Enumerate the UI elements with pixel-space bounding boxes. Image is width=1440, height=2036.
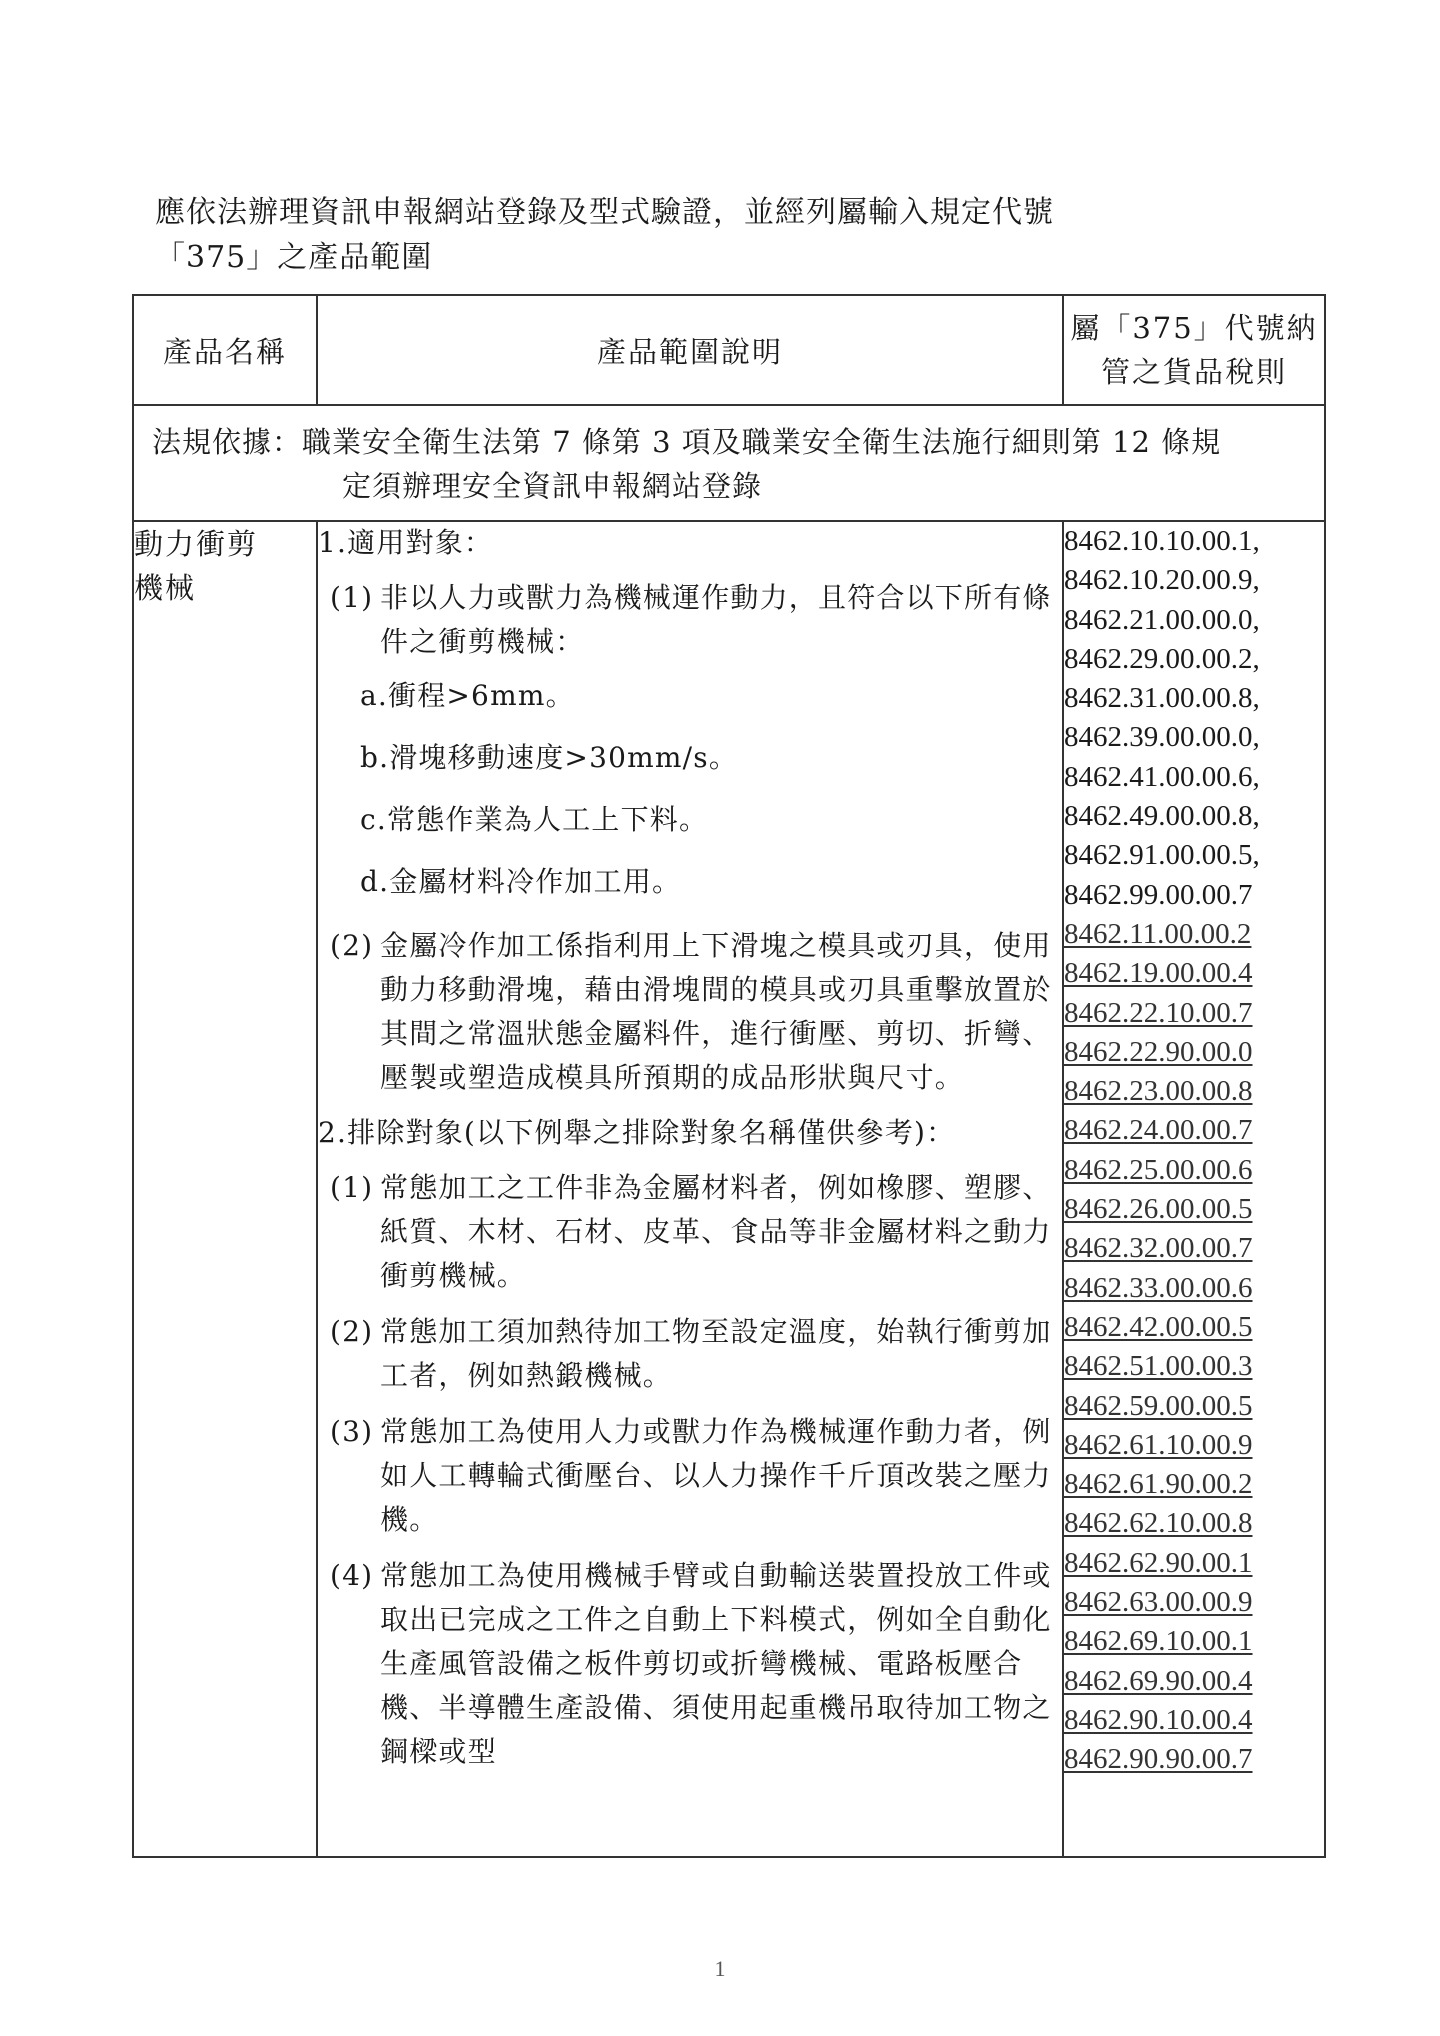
item-number: (2) — [330, 1315, 374, 1348]
product-name-cell — [133, 521, 317, 1857]
title-line-2: 「375」之產品範圍 — [155, 240, 433, 275]
tariff-code-plain: 8462.29.00.00.2, — [1064, 642, 1260, 675]
tariff-code-plain: 8462.49.00.00.8, — [1064, 800, 1260, 833]
product-scope-table — [132, 294, 1326, 1858]
item-number: (1) — [330, 1171, 374, 1204]
tariff-code-underlined: 8462.51.00.00.3 — [1064, 1350, 1253, 1383]
tariff-code-plain: 8462.31.00.00.8, — [1064, 682, 1260, 715]
tariff-code-underlined: 8462.62.90.00.1 — [1064, 1546, 1253, 1579]
scope-description-cell — [317, 521, 1063, 1857]
law-basis-line-2: 定須辦理安全資訊申報網站登錄 — [342, 469, 763, 503]
tariff-code-plain: 8462.91.00.00.5, — [1064, 839, 1260, 872]
header-product-name: 產品名稱 — [133, 295, 317, 405]
product-row — [133, 521, 1325, 1857]
law-basis-cell — [133, 405, 1325, 521]
tariff-code-underlined: 8462.22.90.00.0 — [1064, 1035, 1253, 1068]
tariff-code-plain: 8462.99.00.00.7 — [1064, 878, 1253, 911]
header-tariff-line-2: 管之貨品稅則 — [1100, 355, 1287, 389]
tariff-codes-cell — [1063, 521, 1325, 1857]
item-number: (2) — [330, 929, 374, 962]
tariff-code-underlined: 8462.24.00.00.7 — [1064, 1114, 1253, 1147]
tariff-code-underlined: 8462.62.10.00.8 — [1064, 1507, 1253, 1540]
condition-c: c.常態作業為人工上下料。 — [360, 803, 709, 836]
item-text: 常態加工為使用人力或獸力作為機械運作動力者，例如人工轉輪式衝壓台、以人力操作千斤頂改裝之壓力機。 — [380, 1415, 1052, 1536]
tariff-code-plain: 8462.39.00.00.0, — [1064, 721, 1260, 754]
tariff-code-underlined: 8462.26.00.00.5 — [1064, 1193, 1253, 1226]
applicable-heading: 1.適用對象： — [318, 526, 494, 559]
tariff-code-underlined: 8462.22.10.00.7 — [1064, 996, 1253, 1029]
condition-b: b.滑塊移動速度>30mm/s。 — [360, 741, 739, 774]
applicable-item-2 — [330, 924, 1062, 1100]
tariff-code-underlined: 8462.25.00.00.6 — [1064, 1153, 1253, 1186]
exclusion-item-3 — [330, 1410, 1062, 1542]
tariff-code-underlined: 8462.32.00.00.7 — [1064, 1232, 1253, 1265]
item-text: 常態加工須加熱待加工物至設定溫度，始執行衝剪加工者，例如熱鍛機械。 — [380, 1315, 1052, 1392]
law-basis-row — [133, 405, 1325, 521]
tariff-code-underlined: 8462.42.00.00.5 — [1064, 1310, 1253, 1343]
header-scope-description: 產品範圍說明 — [317, 295, 1063, 405]
page-number: 1 — [714, 1956, 726, 1981]
item-text: 常態加工為使用機械手臂或自動輸送裝置投放工件或取出已完成之工件之自動上下料模式，例如全自動化生產風管設備之板件剪切或折彎機械、電路板壓合機、半導體生產設備、須使用起重機吊取待加工物之鋼樑或型 — [380, 1559, 1052, 1768]
condition-d: d.金屬材料冷作加工用。 — [360, 865, 682, 898]
tariff-code-underlined: 8462.61.90.00.2 — [1064, 1468, 1253, 1501]
tariff-code-underlined: 8462.19.00.00.4 — [1064, 957, 1253, 990]
tariff-code-underlined: 8462.33.00.00.6 — [1064, 1271, 1253, 1304]
item-number: (4) — [330, 1559, 374, 1592]
law-basis-line-1: 職業安全衛生法第 7 條第 3 項及職業安全衛生法施行細則第 12 條規 — [302, 425, 1222, 459]
product-name-line-1: 動力衝剪 — [134, 527, 259, 561]
tariff-code-plain: 8462.21.00.00.0, — [1064, 603, 1260, 636]
tariff-code-underlined: 8462.63.00.00.9 — [1064, 1586, 1253, 1619]
item-text: 非以人力或獸力為機械運作動力，且符合以下所有條件之衝剪機械： — [380, 581, 1052, 658]
tariff-code-underlined: 8462.69.10.00.1 — [1064, 1625, 1253, 1658]
tariff-code-underlined: 8462.61.10.00.9 — [1064, 1428, 1253, 1461]
tariff-code-underlined: 8462.11.00.00.2 — [1064, 917, 1252, 950]
exclusion-item-1 — [330, 1166, 1062, 1298]
tariff-code-plain: 8462.10.20.00.9, — [1064, 564, 1260, 597]
product-name-line-2: 機械 — [134, 571, 197, 605]
header-tariff-line-1: 屬「375」代號納 — [1070, 311, 1318, 345]
tariff-code-underlined: 8462.90.10.00.4 — [1064, 1703, 1253, 1736]
item-number: (3) — [330, 1415, 374, 1448]
tariff-code-underlined: 8462.23.00.00.8 — [1064, 1075, 1253, 1108]
tariff-code-plain: 8462.10.10.00.1, — [1064, 525, 1260, 557]
item-number: (1) — [330, 581, 374, 614]
tariff-code-underlined: 8462.69.90.00.4 — [1064, 1664, 1253, 1697]
tariff-code-underlined: 8462.59.00.00.5 — [1064, 1389, 1253, 1422]
exclusion-heading: 2.排除對象(以下例舉之排除對象名稱僅供參考)： — [318, 1116, 956, 1149]
law-basis-label: 法規依據： — [152, 425, 303, 459]
exclusion-item-4 — [330, 1554, 1062, 1774]
applicable-item-1 — [330, 576, 1062, 664]
item-text: 金屬冷作加工係指利用上下滑塊之模具或刃具，使用動力移動滑塊，藉由滑塊間的模具或刃具重擊放置於其間之常溫狀態金屬料件，進行衝壓、剪切、折彎、壓製或塑造成模具所預期的成品形狀與尺寸。 — [380, 929, 1052, 1094]
tariff-code-plain: 8462.41.00.00.6, — [1064, 760, 1260, 793]
table-header-row — [133, 295, 1325, 405]
document-title — [155, 190, 1355, 280]
condition-a: a.衝程>6mm。 — [360, 679, 575, 712]
exclusion-item-2 — [330, 1310, 1062, 1398]
item-text: 常態加工之工件非為金屬材料者，例如橡膠、塑膠、紙質、木材、石材、皮革、食品等非金屬材料之動力衝剪機械。 — [380, 1171, 1052, 1292]
header-tariff-codes — [1063, 295, 1325, 405]
title-line-1: 應依法辦理資訊申報網站登錄及型式驗證，並經列屬輸入規定代號 — [155, 195, 1054, 230]
tariff-code-underlined: 8462.90.90.00.7 — [1064, 1743, 1253, 1776]
